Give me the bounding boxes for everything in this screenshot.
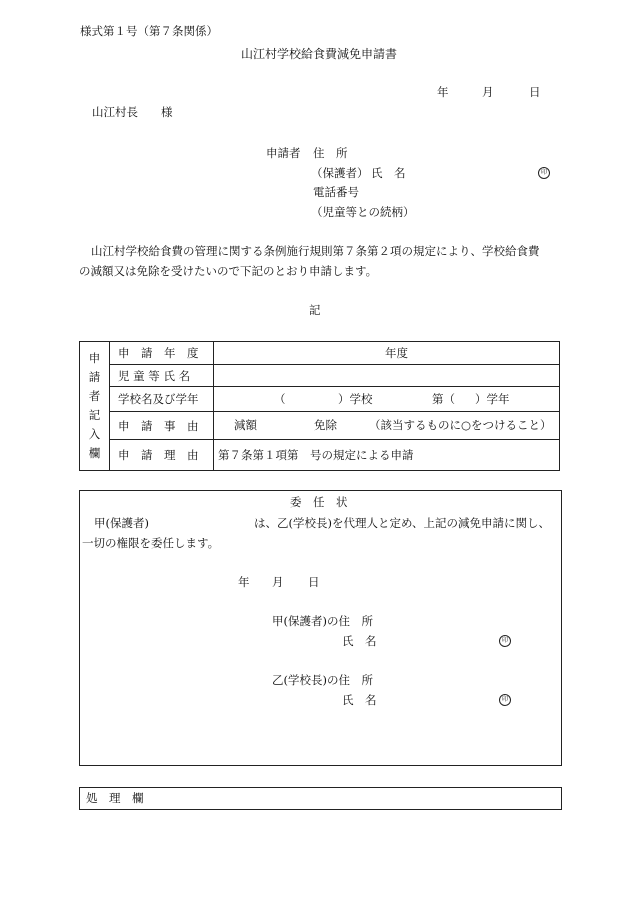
row-label-reason: 申 請 理 由	[110, 440, 214, 471]
seal-icon: 印	[538, 167, 550, 179]
delegation-date-year: 年	[238, 575, 250, 589]
school-grade-cell[interactable]	[214, 387, 560, 412]
delegation-date-day: 日	[308, 575, 320, 589]
page-title: 山江村学校給食費減免申請書	[241, 47, 398, 61]
side-char: 記	[88, 408, 101, 422]
date-year: 年	[437, 85, 449, 99]
delegation-line2: 一切の権限を委任します。	[82, 536, 220, 550]
side-char: 申	[88, 351, 101, 365]
side-char: 請	[88, 370, 101, 384]
applicant-phone-label: 電話番号	[313, 185, 359, 199]
kou-address-label: 甲(保護者)の住 所	[272, 614, 373, 628]
applicant-relation-label: （児童等との続柄）	[311, 205, 415, 219]
kou-seal	[499, 635, 511, 650]
ki-heading: 記	[309, 303, 321, 317]
seal-icon: 印	[499, 694, 511, 706]
applicant-entry-side-label	[80, 342, 110, 471]
otsu-address-label: 乙(学校長)の住 所	[272, 673, 373, 687]
table-row-child-name	[80, 365, 560, 387]
school-open-paren: （	[274, 392, 286, 406]
side-char: 欄	[88, 446, 101, 460]
reason-text: 第７条第１項第 号の規定による申請	[218, 448, 414, 462]
child-name-cell[interactable]	[214, 365, 560, 387]
date-day: 日	[529, 85, 541, 99]
form-number: 様式第１号（第７条関係）	[80, 24, 218, 38]
delegation-date-month: 月	[272, 575, 284, 589]
applicant-name-label: 氏 名	[371, 166, 406, 180]
processing-label: 処 理 欄	[86, 791, 144, 805]
delegation-title: 委 任 状	[290, 495, 348, 509]
reason-cell[interactable]	[214, 440, 560, 471]
row-label-year: 申 請 年 度	[110, 342, 214, 365]
option-exemption[interactable]: 免除	[314, 418, 337, 432]
delegation-line1-a: 甲(保護者)	[94, 516, 149, 530]
body-text-line2: の減額又は免除を受けたいので下記のとおり申請します。	[79, 264, 378, 278]
delegation-line1-b: は、乙(学校長)を代理人と定め、上記の減免申請に関し、	[254, 516, 551, 530]
side-char: 者	[88, 389, 101, 403]
date-month: 月	[482, 85, 494, 99]
seal-icon: 印	[499, 635, 511, 647]
reason-type-note: （該当するものに○をつけること）	[369, 418, 552, 432]
applicant-guardian-label: （保護者）	[311, 166, 369, 180]
applicant-label: 申請者	[266, 146, 301, 160]
row-label-reason-type: 申 請 事 由	[110, 412, 214, 440]
application-table	[79, 341, 560, 471]
option-reduction[interactable]: 減額	[234, 418, 257, 432]
side-char: 入	[88, 427, 101, 441]
otsu-seal	[499, 694, 511, 709]
application-year-cell[interactable]	[214, 342, 560, 365]
grade-prefix: 第（	[432, 392, 455, 406]
applicant-address-label: 住 所	[313, 146, 348, 160]
table-row-reason	[80, 440, 560, 471]
year-suffix: 年度	[385, 346, 408, 360]
kou-name-label: 氏 名	[342, 634, 377, 648]
addressee: 山江村長 様	[92, 105, 173, 119]
reason-type-cell[interactable]	[214, 412, 560, 440]
table-row-reason-type	[80, 412, 560, 440]
table-row-school	[80, 387, 560, 412]
processing-box	[79, 787, 562, 810]
applicant-seal	[538, 167, 550, 182]
delegation-box	[79, 490, 562, 766]
school-suffix: ）学校	[338, 392, 373, 406]
row-label-school: 学校名及び学年	[110, 387, 214, 412]
body-text-line1: 山江村学校給食費の管理に関する条例施行規則第７条第２項の規定により、学校給食費	[91, 244, 540, 258]
grade-suffix: ）学年	[475, 392, 510, 406]
otsu-name-label: 氏 名	[342, 693, 377, 707]
row-label-child-name: 児 童 等 氏 名	[110, 365, 214, 387]
table-row-year	[80, 342, 560, 365]
